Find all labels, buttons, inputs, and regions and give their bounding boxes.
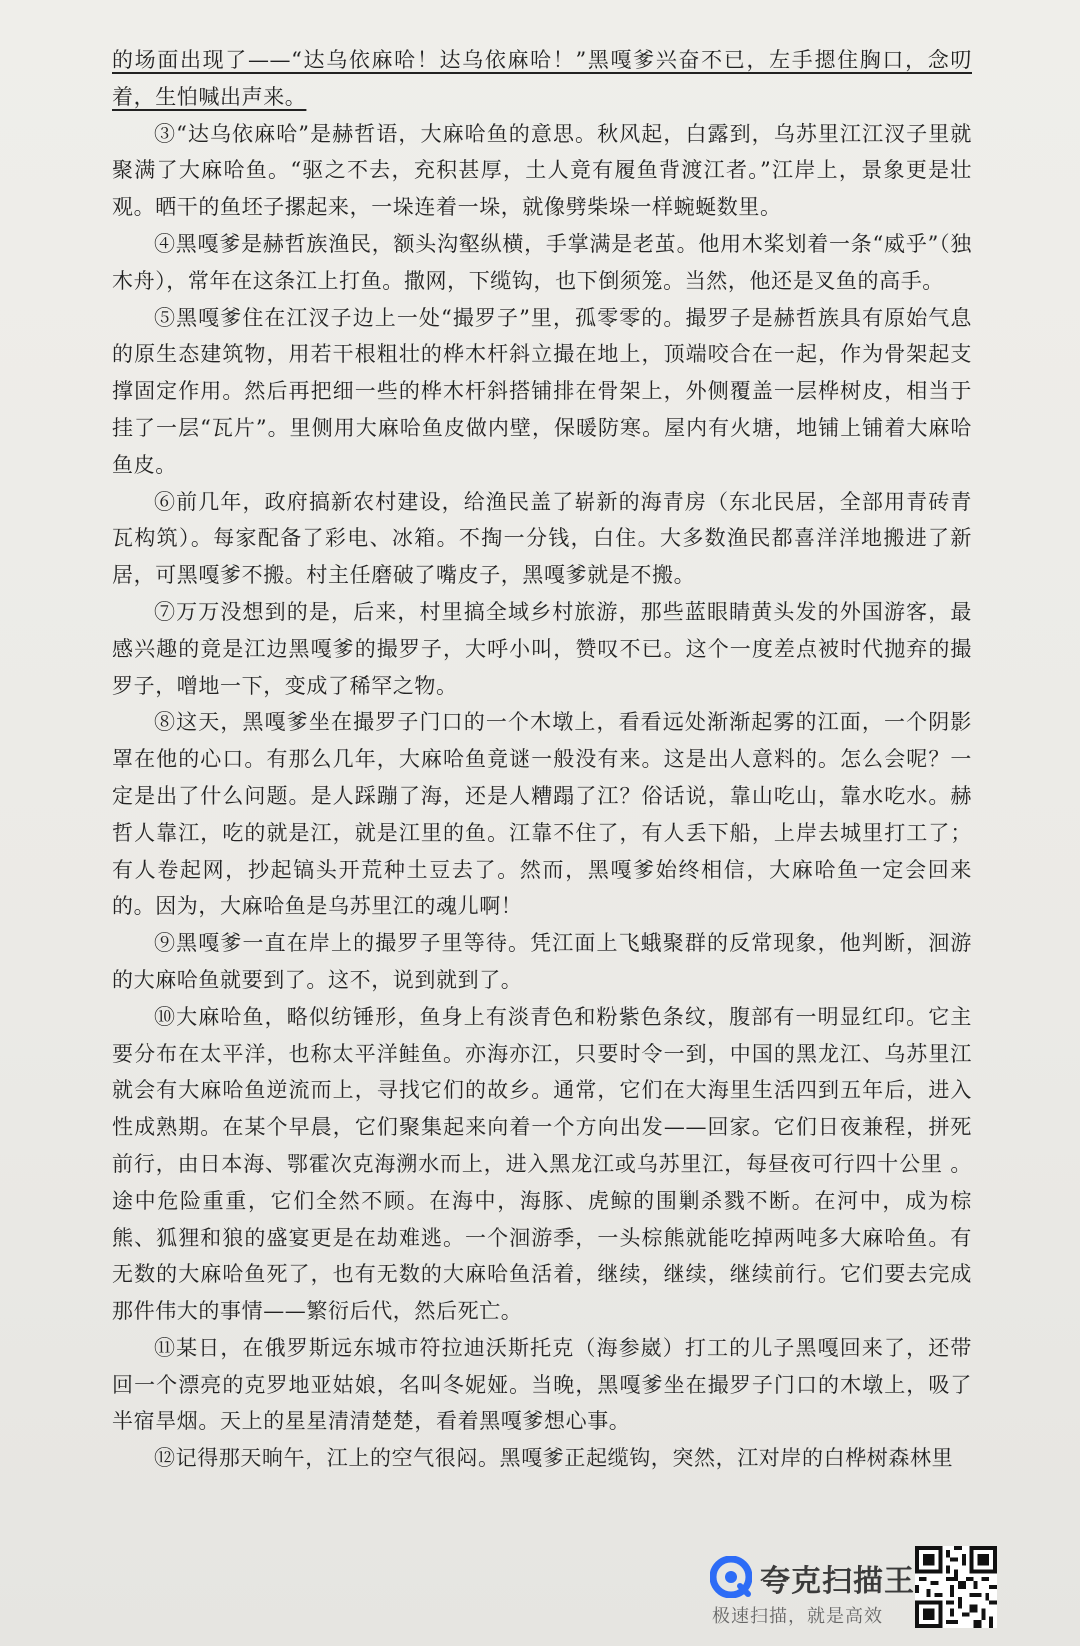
article-body [112,42,972,1477]
paragraph-12: ⑫记得那天晌午，江上的空气很闷。黑嘎爹正起缆钩，突然，江对岸的白桦树森林里 [154,1446,954,1471]
paragraph-9: ⑨黑嘎爹一直在岸上的撮罗子里等待。凭江面上飞蛾聚群的反常现象，他判断，洄游的大麻哈鱼就要到了。这不，说到就到了。 [112,931,972,992]
paragraph-11: ⑪某日，在俄罗斯远东城市符拉迪沃斯托克（海参崴）打工的儿子黑嘎回来了，还带回一个漂亮的克罗地亚姑娘，名叫冬妮娅。当晚，黑嘎爹坐在撮罗子门口的木墩上，吸了半宿旱烟。天上的星星清清楚楚，看着黑嘎爹想心事。 [112,1335,972,1434]
paragraph-5: ⑤黑嘎爹住在江汊子边上一处“撮罗子”里，孤零零的。撮罗子是赫哲族具有原始气息的原生态建筑物，用若干根粗壮的桦木杆斜立撮在地上，顶端咬合在一起，作为骨架起支撑固定作用。然后再把细一些的桦木杆斜搭铺排在骨架上，外侧覆盖一层桦树皮，相当于挂了一层“瓦片”。里侧用大麻哈鱼皮做内壁，保暖防寒。屋内有火塘，地铺上铺着大麻哈鱼皮。 [112,305,972,477]
quark-logo-icon [710,1556,752,1598]
qr-code-icon [915,1546,997,1628]
paragraph-3: ③“达乌依麻哈”是赫哲语，大麻哈鱼的意思。秋风起，白露到，乌苏里江江汊子里就聚满了大麻哈鱼。“驱之不去，充积甚厚，土人竟有履鱼背渡江者。”江岸上，景象更是壮观。晒干的鱼坯子摞起来，一垛连着一垛，就像劈柴垛一样蜿蜒数里。 [112,121,972,220]
paragraph-continuation: 的场面出现了——“达乌依麻哈！达乌依麻哈！”黑嘎爹兴奋不已，左手摁住胸口，念叨着，生怕喊出声来。 [112,48,972,109]
brand-slogan: 极速扫描，就是高效 [712,1606,883,1627]
paragraph-6: ⑥前几年，政府搞新农村建设，给渔民盖了崭新的海青房（东北民居，全部用青砖青瓦构筑）。每家配备了彩电、冰箱。不掏一分钱，白住。大多数渔民都喜洋洋地搬进了新居，可黑嘎爹不搬。村主任磨破了嘴皮子，黑嘎爹就是不搬。 [112,489,972,588]
paragraph-8: ⑧这天，黑嘎爹坐在撮罗子门口的一个木墩上，看看远处渐渐起雾的江面，一个阴影罩在他的心口。有那么几年，大麻哈鱼竟谜一般没有来。这是出人意料的。怎么会呢？一定是出了什么问题。是人踩蹦了海，还是人糟蹋了江？俗话说，靠山吃山，靠水吃水。赫哲人靠江，吃的就是江，就是江里的鱼。江靠不住了，有人丢下船，上岸去城里打工了；有人卷起网，抄起镐头开荒种土豆去了。然而，黑嘎爹始终相信，大麻哈鱼一定会回来的。因为，大麻哈鱼是乌苏里江的魂儿啊！ [112,710,972,919]
brand-name: 夸克扫描王 [760,1564,915,1599]
paragraph-10: ⑩大麻哈鱼，略似纺锤形，鱼身上有淡青色和粉紫色条纹，腹部有一明显红印。它主要分布在太平洋，也称太平洋鲑鱼。亦海亦江，只要时令一到，中国的黑龙江、乌苏里江就会有大麻哈鱼逆流而上，寻找它们的故乡。通常，它们在大海里生活四到五年后，进入性成熟期。在某个早晨，它们聚集起来向着一个方向出发——回家。它们日夜兼程，拼死前行，由日本海、鄂霍次克海溯水而上，进入黑龙江或乌苏里江，每昼夜可行四十公里 。途中危险重重，它们全然不顾。在海中，海豚、虎鲸的围剿杀戮不断。在河中，成为棕熊、狐狸和狼的盛宴更是在劫难逃。一个洄游季，一头棕熊就能吃掉两吨多大麻哈鱼。有无数的大麻哈鱼死了，也有无数的大麻哈鱼活着，继续，继续，继续前行。它们要去完成那件伟大的事情——繁衍后代，然后死亡。 [112,1004,972,1324]
paragraph-4: ④黑嘎爹是赫哲族渔民，额头沟壑纵横，手掌满是老茧。他用木桨划着一条“威乎”（独木舟），常年在这条江上打鱼。撒网，下缆钩，也下倒须笼。当然，他还是叉鱼的高手。 [112,231,972,293]
paragraph-7: ⑦万万没想到的是，后来，村里搞全域乡村旅游，那些蓝眼睛黄头发的外国游客，最感兴趣的竟是江边黑嘎爹的撮罗子，大呼小叫，赞叹不已。这个一度差点被时代抛弃的撮罗子，噌地一下，变成了稀罕之物。 [112,599,972,698]
